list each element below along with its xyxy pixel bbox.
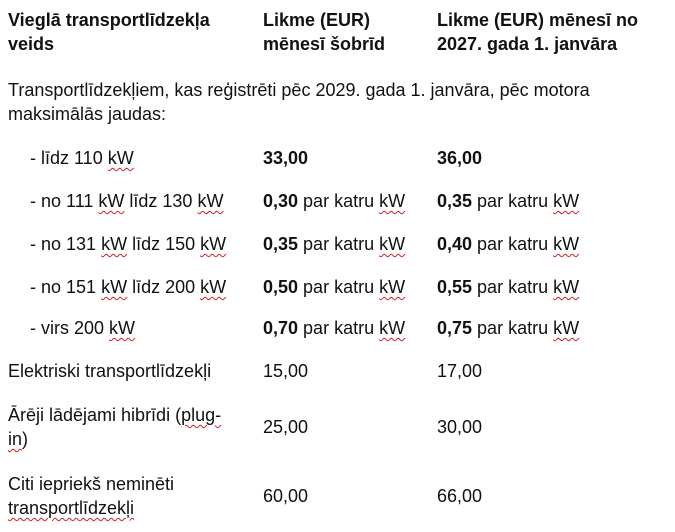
intro-line1: Transportlīdzekļiem, kas reģistrēti pēc 2029. gada 1. janvāra, pēc motora [8, 80, 590, 100]
other-rate-now: 60,00 [263, 486, 309, 506]
power-row-rate-now: 0,35 par katru kW [263, 234, 406, 254]
power-row-rate-new: 0,35 par katru kW [437, 191, 580, 211]
header-col3-line1: Likme (EUR) mēnesī no [437, 10, 639, 30]
intro-line2: maksimālās jaudas: [8, 104, 167, 124]
power-row-label: - no 131 kW līdz 150 kW [30, 234, 227, 254]
other-rate-new: 66,00 [437, 486, 483, 506]
power-row-rate-now: 0,70 par katru kW [263, 318, 406, 338]
electric-rate-now: 15,00 [263, 361, 309, 381]
header-col1 [8, 8, 210, 56]
header-col2-line2: mēnesī šobrīd [263, 34, 386, 54]
other-label [8, 472, 174, 520]
other-label-line1: Citi iepriekš neminēti [8, 474, 175, 494]
power-row-rate-new: 0,75 par katru kW [437, 318, 580, 338]
hybrid-label: Ārēji lādējami hibrīdi (plug- in) [8, 405, 222, 449]
power-row-rate-new: 0,40 par katru kW [437, 234, 580, 254]
other-label-line2: transportlīdzekļi [8, 498, 135, 518]
hybrid-rate-new: 30,00 [437, 417, 483, 437]
header-col2 [263, 8, 385, 56]
header-col3 [437, 8, 638, 56]
header-col3-line2: 2027. gada 1. janvāra [437, 34, 618, 54]
power-row-rate-new: 0,55 par katru kW [437, 277, 580, 297]
power-row-rate-now: 33,00 [263, 148, 309, 168]
power-row-rate-new: 36,00 [437, 148, 483, 168]
power-row-label: - no 151 kW līdz 200 kW [30, 277, 227, 297]
electric-rate-new: 17,00 [437, 361, 483, 381]
power-row-label: - līdz 110 kW [30, 148, 134, 168]
power-row-rate-now: 0,50 par katru kW [263, 277, 406, 297]
power-row-label: - no 111 kW līdz 130 kW [30, 191, 224, 211]
header-col2-line1: Likme (EUR) [263, 10, 371, 30]
power-row-label: - virs 200 kW [30, 318, 136, 338]
hybrid-rate-now: 25,00 [263, 417, 309, 437]
power-row-rate-now: 0,30 par katru kW [263, 191, 406, 211]
electric-label: Elektriski transportlīdzekļi [8, 361, 212, 381]
header-col1-line1: Vieglā transportlīdzekļa [8, 10, 210, 30]
intro-text [8, 78, 590, 126]
header-col1-line2: veids [8, 34, 55, 54]
